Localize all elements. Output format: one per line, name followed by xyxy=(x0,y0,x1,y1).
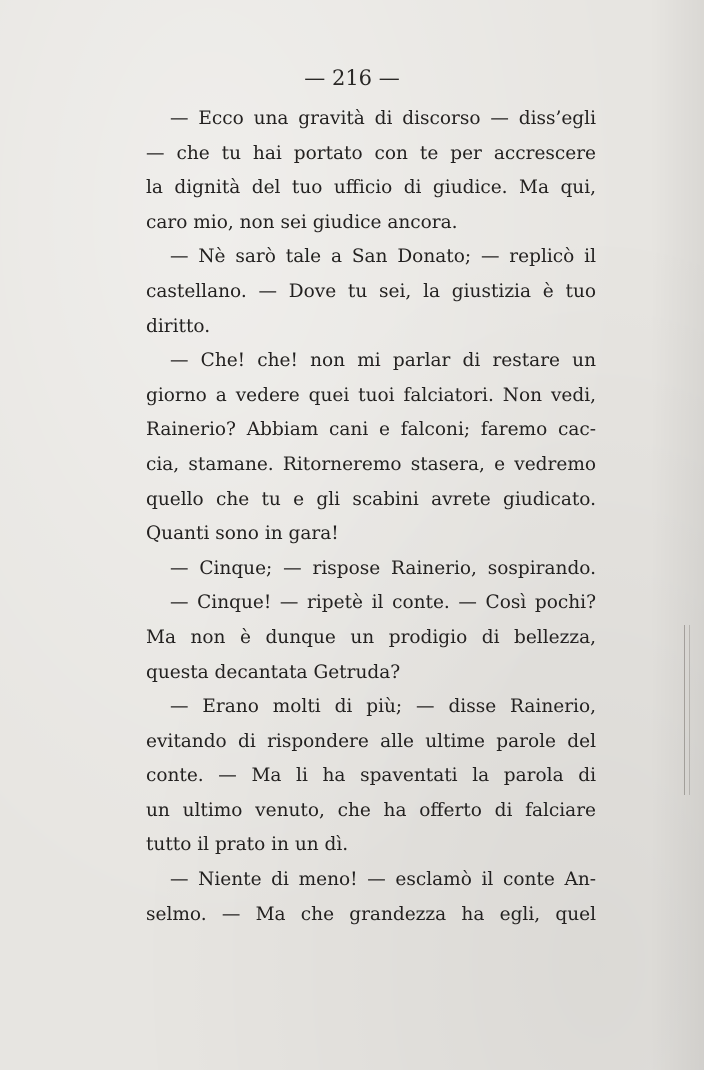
text-line: castellano. — Dove tu sei, la giustizia è tuo xyxy=(146,280,596,302)
text-line: — Cinque; — rispose Rainerio, sospirando. xyxy=(170,557,596,579)
page-binding-shadow xyxy=(650,0,704,1070)
text-line: un ultimo venuto, che ha offerto di falciare xyxy=(146,799,596,821)
text-line: Ma non è dunque un prodigio di bellezza, xyxy=(146,626,596,648)
text-line: giorno a vedere quei tuoi falciatori. Non vedi, xyxy=(146,384,596,406)
text-line: — Nè sarò tale a San Donato; — replicò il xyxy=(170,246,596,268)
body-text xyxy=(146,102,596,932)
text-line: — Cinque! — ripetè il conte. — Così pochi? xyxy=(170,592,596,614)
text-line: — Niente di meno! — esclamò il conte An- xyxy=(170,869,596,891)
text-line: cia, stamane. Ritorneremo stasera, e vedremo xyxy=(146,453,596,475)
text-line: — che tu hai portato con te per accrescere xyxy=(146,142,596,164)
text-line: la dignità del tuo ufficio di giudice. Ma qui, xyxy=(146,177,596,199)
text-line: conte. — Ma li ha spaventati la parola di xyxy=(146,765,596,787)
text-line: Quanti sono in gara! xyxy=(146,523,339,545)
margin-mark xyxy=(684,625,690,795)
text-line: — Che! che! non mi parlar di restare un xyxy=(170,350,596,372)
text-line: — Ecco una gravità di discorso — diss’egli xyxy=(170,108,596,129)
text-line: caro mio, non sei giudice ancora. xyxy=(146,211,458,233)
text-line: — Erano molti di più; — disse Rainerio, xyxy=(170,696,596,718)
text-line: questa decantata Getruda? xyxy=(146,661,401,683)
text-line: Rainerio? Abbiam cani e falconi; faremo cac- xyxy=(146,419,596,441)
text-line: selmo. — Ma che grandezza ha egli, quel xyxy=(146,903,596,925)
text-line: diritto. xyxy=(146,315,211,337)
text-line: tutto il prato in un dì. xyxy=(146,834,349,856)
page-number: — 216 — xyxy=(304,66,400,90)
text-line: quello che tu e gli scabini avrete giudicato. xyxy=(146,488,596,510)
text-line: evitando di rispondere alle ultime parole del xyxy=(146,730,596,752)
